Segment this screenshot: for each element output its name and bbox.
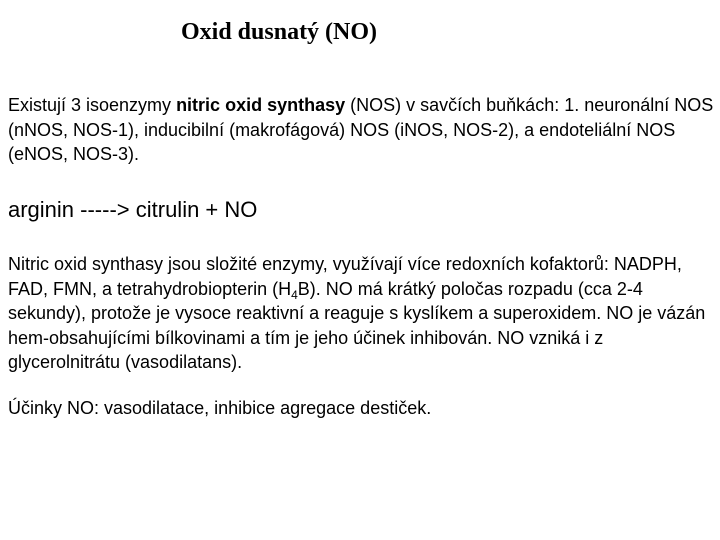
page-title: Oxid dusnatý (NO) xyxy=(181,19,378,45)
enzymes-paragraph xyxy=(8,252,714,375)
intro-text-start: Existují 3 isoenzymy xyxy=(8,95,177,115)
intro-text-end: (NOS) v savčích buňkách: 1. neuronální NOS (nNOS, NOS-1), inducibilní (makrofágová) NOS (iNOS, NOS-2), a endoteliální NOS (eNOS, NOS-3). xyxy=(8,95,714,164)
intro-bold-term: nitric oxid synthasy xyxy=(176,95,346,115)
intro-paragraph xyxy=(8,93,714,167)
enzymes-text-end: B). NO má krátký poločas rozpadu (cca 2-4 sekundy), protože je vysoce reaktivní a reaguje s kyslíkem a superoxidem. NO je vázán hem-obsahujícími bílkovinami a tím je jeho účinek inhibován. NO vzniká i z glycerolnitrátu (vasodilatans). xyxy=(8,278,706,372)
enzymes-text-start: Nitric oxid synthasy jsou složité enzymy, využívají více redoxních kofaktorů: NADPH, FAD, FMN, a tetrahydrobiopterin (H xyxy=(8,254,682,299)
subscript-four: 4 xyxy=(291,287,298,302)
effects-paragraph: Účinky NO: vasodilatace, inhibice agregace destiček. xyxy=(8,398,432,418)
reaction-equation: arginin -----> citrulin + NO xyxy=(8,197,258,222)
